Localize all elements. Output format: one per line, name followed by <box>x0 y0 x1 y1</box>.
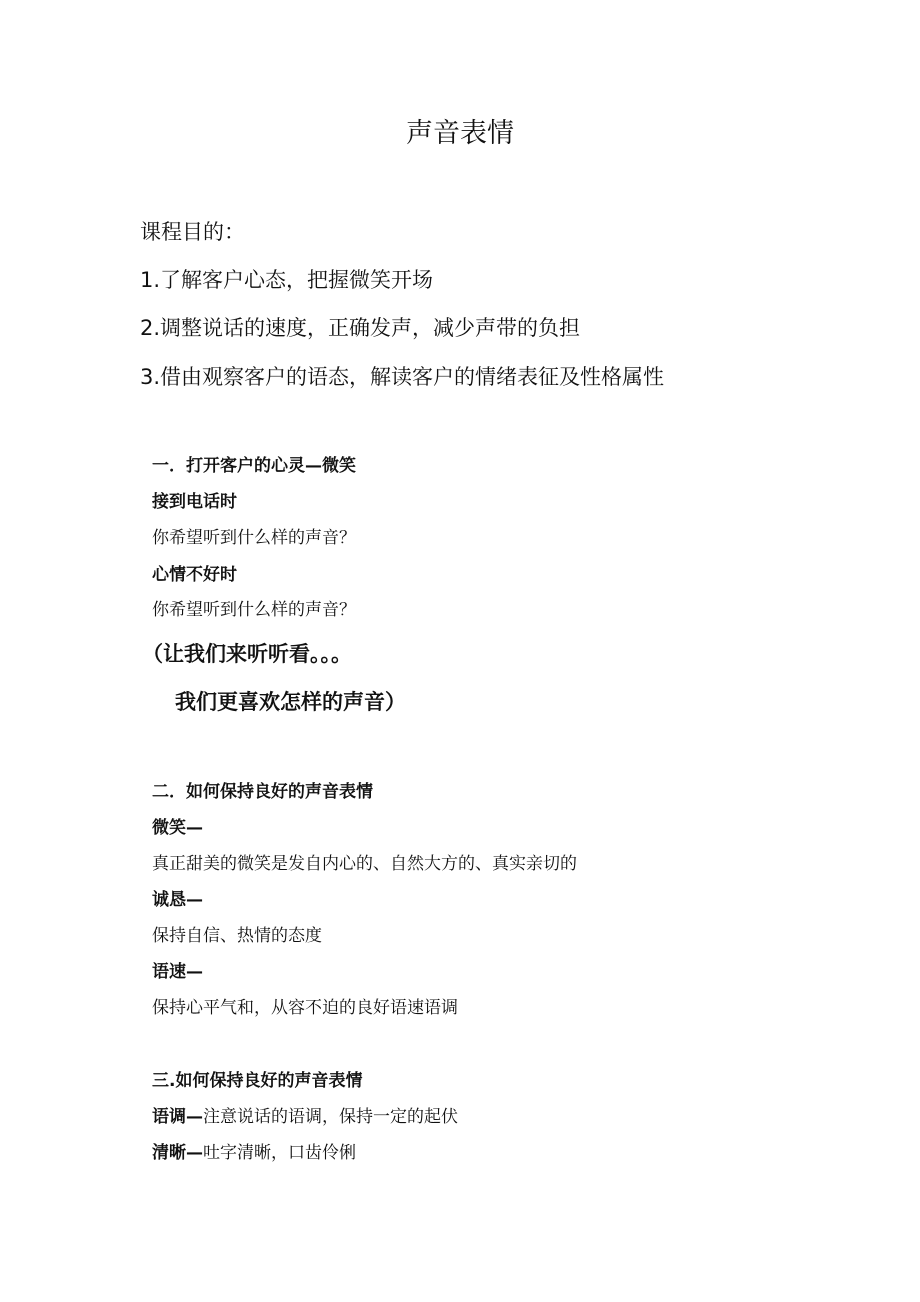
section3-text: 吐字清晰，口齿伶俐 <box>203 1143 356 1163</box>
objective-item: 2.调整说话的速度，正确发声，减少声带的负担 <box>140 316 581 340</box>
section1-label: 心情不好时 <box>152 565 237 585</box>
objective-item: 3.借由观察客户的语态，解读客户的情绪表征及性格属性 <box>140 365 665 389</box>
section2-text: 保持自信、热情的态度 <box>152 926 322 946</box>
section3-label: 语调— <box>152 1107 203 1127</box>
page-title: 声音表情 <box>406 118 514 149</box>
section2-heading: 二．如何保持良好的声音表情 <box>152 782 373 802</box>
section3-item <box>152 1145 356 1162</box>
section3-heading: 三.如何保持良好的声音表情 <box>152 1071 363 1091</box>
section2-label: 诚恳— <box>152 890 203 910</box>
section2-text: 保持心平气和，从容不迫的良好语速语调 <box>152 998 458 1018</box>
section1-quote: 我们更喜欢怎样的声音） <box>175 690 406 714</box>
section3-label: 清晰— <box>152 1143 203 1163</box>
section1-quote: （让我们来听听看。。。 <box>142 642 352 666</box>
section1-label: 接到电话时 <box>152 492 237 512</box>
section3-item <box>152 1109 458 1126</box>
section1-heading: 一．打开客户的心灵—微笑 <box>152 456 356 476</box>
section2-label: 微笑— <box>152 818 203 838</box>
objective-item: 1.了解客户心态，把握微笑开场 <box>140 268 434 292</box>
section3-text: 注意说话的语调，保持一定的起伏 <box>203 1107 458 1127</box>
section2-label: 语速— <box>152 962 203 982</box>
objectives-heading: 课程目的： <box>140 220 245 244</box>
section1-text: 你希望听到什么样的声音？ <box>152 528 356 548</box>
section2-text: 真正甜美的微笑是发自内心的、自然大方的、真实亲切的 <box>152 854 577 874</box>
section1-text: 你希望听到什么样的声音？ <box>152 600 356 620</box>
